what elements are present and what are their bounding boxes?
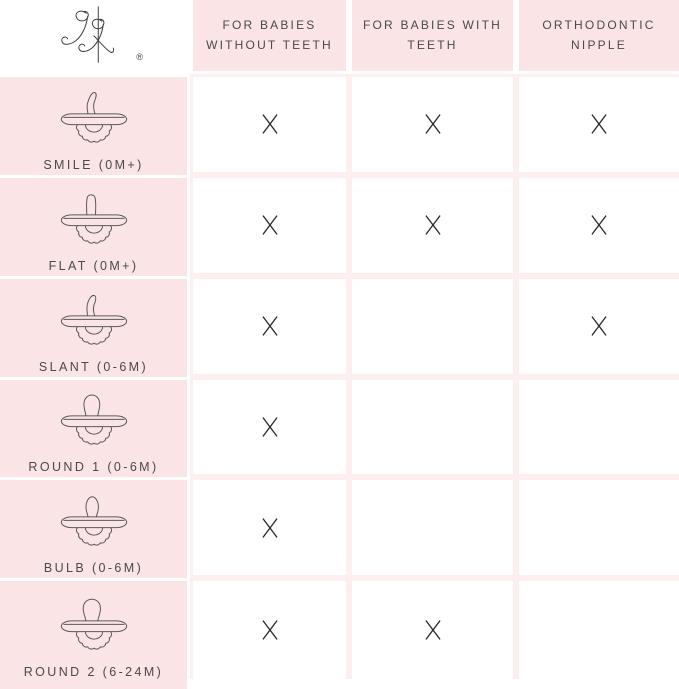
bulb-pacifier-icon [54, 491, 134, 557]
x-mark-cell [516, 276, 679, 377]
row-label: ROUND 2 (6-24M) [23, 665, 164, 679]
row-label: SMILE (0M+) [43, 157, 144, 172]
x-mark-cell [349, 578, 516, 679]
round-2-pacifier-icon [54, 595, 134, 661]
brand-logo-cell [0, 0, 190, 74]
x-mark-cell [190, 377, 349, 478]
x-mark-cell [516, 74, 679, 175]
x-mark-icon [424, 214, 442, 236]
x-mark-cell [190, 276, 349, 377]
flat-pacifier-icon [54, 189, 134, 255]
round-1-pacifier-icon [54, 390, 134, 456]
row-label: FLAT (0M+) [48, 258, 139, 273]
row-label: BULB (0-6M) [43, 561, 144, 576]
brand-monogram-icon [51, 4, 137, 68]
x-mark-cell [190, 477, 349, 578]
row-round-2 [0, 578, 190, 679]
registered-trademark: ® [136, 52, 143, 62]
x-mark-icon [424, 113, 442, 135]
empty-cell [349, 477, 516, 578]
column-header-label: ORTHODONTIC NIPPLE [542, 17, 656, 52]
row-label: ROUND 1 (0-6M) [28, 460, 159, 475]
row-bulb [0, 477, 190, 578]
x-mark-icon [261, 315, 279, 337]
x-mark-icon [261, 517, 279, 539]
smile-pacifier-icon [54, 88, 134, 154]
column-header-without-teeth [190, 0, 349, 74]
x-mark-icon [261, 619, 279, 641]
row-round-1 [0, 377, 190, 478]
empty-cell [349, 377, 516, 478]
x-mark-cell [349, 74, 516, 175]
x-mark-cell [349, 175, 516, 276]
x-mark-cell [190, 175, 349, 276]
x-mark-cell [190, 74, 349, 175]
column-header-label: FOR BABIES WITH TEETH [362, 17, 502, 52]
x-mark-icon [261, 113, 279, 135]
brand-logo [0, 0, 187, 71]
x-mark-icon [590, 214, 608, 236]
x-mark-icon [424, 619, 442, 641]
x-mark-cell [516, 175, 679, 276]
row-smile [0, 74, 190, 175]
x-mark-cell [190, 578, 349, 679]
empty-cell [349, 276, 516, 377]
column-header-orthodontic [516, 0, 679, 74]
column-header-with-teeth [349, 0, 516, 74]
row-label: SLANT (0-6M) [38, 359, 149, 374]
slant-pacifier-icon [54, 290, 134, 356]
row-flat [0, 175, 190, 276]
empty-cell [516, 377, 679, 478]
x-mark-icon [590, 315, 608, 337]
x-mark-icon [261, 416, 279, 438]
empty-cell [516, 578, 679, 679]
x-mark-icon [261, 214, 279, 236]
empty-cell [516, 477, 679, 578]
column-header-label: FOR BABIES WITHOUT TEETH [206, 17, 333, 52]
x-mark-icon [590, 113, 608, 135]
row-slant [0, 276, 190, 377]
